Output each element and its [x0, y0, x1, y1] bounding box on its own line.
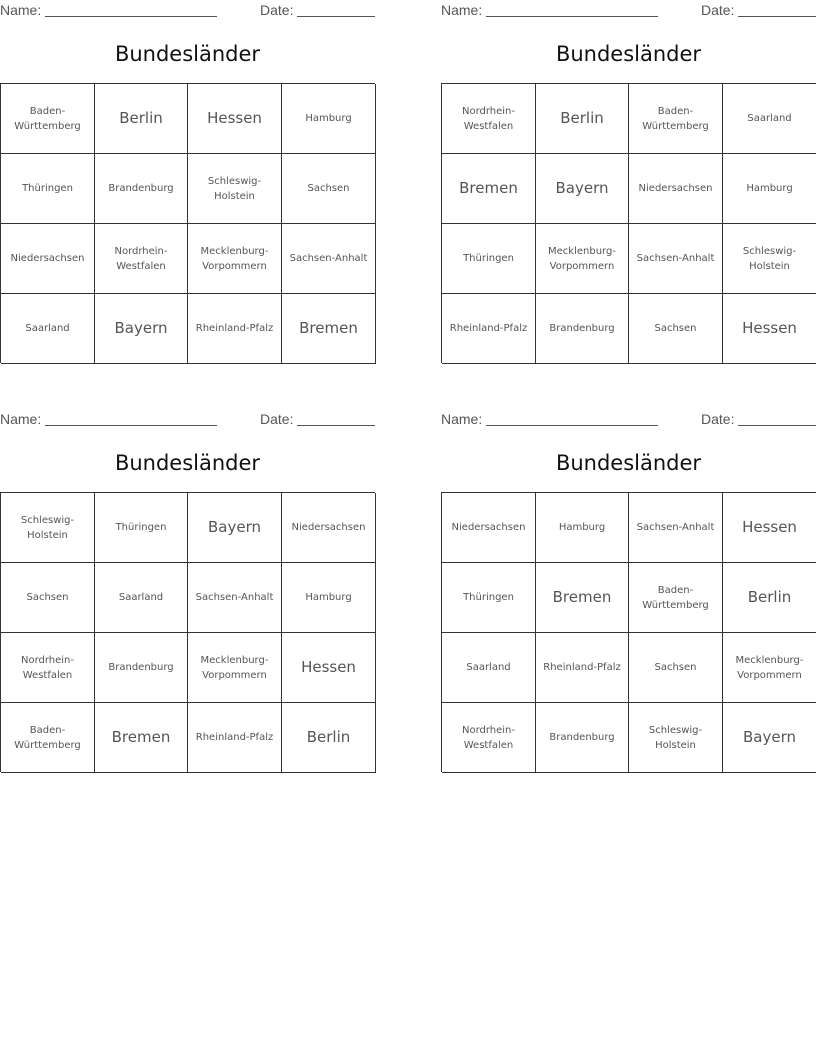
- bingo-cell: Hamburg: [282, 563, 376, 633]
- name-line: [486, 425, 658, 426]
- bingo-cell: Saarland: [1, 294, 95, 364]
- date-label: Date:: [260, 411, 294, 427]
- bingo-cell: Berlin: [282, 703, 376, 773]
- bingo-cell: Berlin: [536, 84, 629, 154]
- bingo-cell: Baden- Württemberg: [629, 84, 723, 154]
- bingo-cell: Bremen: [95, 703, 188, 773]
- bingo-grid: [0, 83, 375, 363]
- card-title: Bundesländer: [114, 42, 261, 66]
- bingo-cell: Mecklenburg- Vorpommern: [536, 224, 629, 294]
- date-label: Date:: [701, 411, 735, 427]
- bingo-card-3: [0, 409, 375, 751]
- bingo-cell: Thüringen: [1, 154, 95, 224]
- name-label: Name:: [0, 411, 42, 427]
- name-label: Name:: [441, 411, 483, 427]
- bingo-cell: Bayern: [536, 154, 629, 224]
- bingo-cell: Bayern: [188, 493, 282, 563]
- bingo-cell: Saarland: [442, 633, 536, 703]
- bingo-cell: Rheinland-Pfalz: [188, 294, 282, 364]
- card-title: Bundesländer: [114, 451, 261, 475]
- bingo-cell: Bremen: [442, 154, 536, 224]
- bingo-cell: Berlin: [723, 563, 816, 633]
- bingo-cell: Thüringen: [442, 563, 536, 633]
- bingo-cell: Brandenburg: [95, 633, 188, 703]
- bingo-cell: Berlin: [95, 84, 188, 154]
- bingo-grid: [441, 492, 816, 772]
- bingo-cell: Schleswig- Holstein: [629, 703, 723, 773]
- bingo-cell: Nordrhein- Westfalen: [95, 224, 188, 294]
- bingo-cell: Niedersachsen: [282, 493, 376, 563]
- bingo-cell: Mecklenburg- Vorpommern: [723, 633, 816, 703]
- name-line: [486, 16, 658, 17]
- bingo-cell: Brandenburg: [95, 154, 188, 224]
- bingo-cell: Sachsen: [629, 294, 723, 364]
- bingo-cell: Baden- Württemberg: [629, 563, 723, 633]
- bingo-cell: Nordrhein- Westfalen: [1, 633, 95, 703]
- bingo-cell: Saarland: [723, 84, 816, 154]
- bingo-cell: Mecklenburg- Vorpommern: [188, 633, 282, 703]
- card-title: Bundesländer: [555, 451, 702, 475]
- bingo-cell: Hamburg: [723, 154, 816, 224]
- bingo-cell: Hamburg: [282, 84, 376, 154]
- bingo-cell: Sachsen: [629, 633, 723, 703]
- bingo-grid: [0, 492, 375, 772]
- bingo-card-4: [441, 409, 816, 751]
- bingo-cell: Bremen: [282, 294, 376, 364]
- bingo-cell: Sachsen-Anhalt: [629, 224, 723, 294]
- bingo-cell: Bayern: [723, 703, 816, 773]
- name-date-row: [0, 0, 375, 22]
- bingo-cell: Rheinland-Pfalz: [536, 633, 629, 703]
- bingo-cell: Rheinland-Pfalz: [188, 703, 282, 773]
- bingo-cell: Bremen: [536, 563, 629, 633]
- bingo-cell: Niedersachsen: [629, 154, 723, 224]
- bingo-cell: Brandenburg: [536, 703, 629, 773]
- date-line: [738, 425, 816, 426]
- name-date-row: [441, 0, 816, 22]
- bingo-cell: Hamburg: [536, 493, 629, 563]
- bingo-cell: Hessen: [723, 294, 816, 364]
- bingo-card-2: [441, 0, 816, 337]
- bingo-cell: Baden- Württemberg: [1, 84, 95, 154]
- name-date-row: [0, 409, 375, 431]
- bingo-cell: Hessen: [282, 633, 376, 703]
- date-label: Date:: [260, 2, 294, 18]
- bingo-cell: Sachsen: [282, 154, 376, 224]
- bingo-cell: Sachsen: [1, 563, 95, 633]
- bingo-cell: Schleswig- Holstein: [723, 224, 816, 294]
- name-date-row: [441, 409, 816, 431]
- date-label: Date:: [701, 2, 735, 18]
- bingo-cell: Nordrhein- Westfalen: [442, 703, 536, 773]
- bingo-cell: Hessen: [723, 493, 816, 563]
- bingo-cell: Thüringen: [95, 493, 188, 563]
- date-line: [738, 16, 816, 17]
- bingo-cell: Thüringen: [442, 224, 536, 294]
- bingo-cell: Schleswig- Holstein: [1, 493, 95, 563]
- bingo-cell: Sachsen-Anhalt: [188, 563, 282, 633]
- bingo-cell: Baden- Württemberg: [1, 703, 95, 773]
- bingo-cell: Niedersachsen: [442, 493, 536, 563]
- date-line: [297, 425, 375, 426]
- name-label: Name:: [441, 2, 483, 18]
- bingo-cell: Saarland: [95, 563, 188, 633]
- bingo-cell: Hessen: [188, 84, 282, 154]
- name-line: [45, 16, 217, 17]
- bingo-cell: Mecklenburg- Vorpommern: [188, 224, 282, 294]
- bingo-cell: Brandenburg: [536, 294, 629, 364]
- date-line: [297, 16, 375, 17]
- card-title: Bundesländer: [555, 42, 702, 66]
- bingo-cell: Schleswig- Holstein: [188, 154, 282, 224]
- bingo-grid: [441, 83, 816, 363]
- name-line: [45, 425, 217, 426]
- bingo-card-1: [0, 0, 375, 337]
- bingo-cell: Nordrhein- Westfalen: [442, 84, 536, 154]
- bingo-cell: Bayern: [95, 294, 188, 364]
- bingo-cell: Niedersachsen: [1, 224, 95, 294]
- bingo-cell: Rheinland-Pfalz: [442, 294, 536, 364]
- bingo-cell: Sachsen-Anhalt: [282, 224, 376, 294]
- bingo-cell: Sachsen-Anhalt: [629, 493, 723, 563]
- name-label: Name:: [0, 2, 42, 18]
